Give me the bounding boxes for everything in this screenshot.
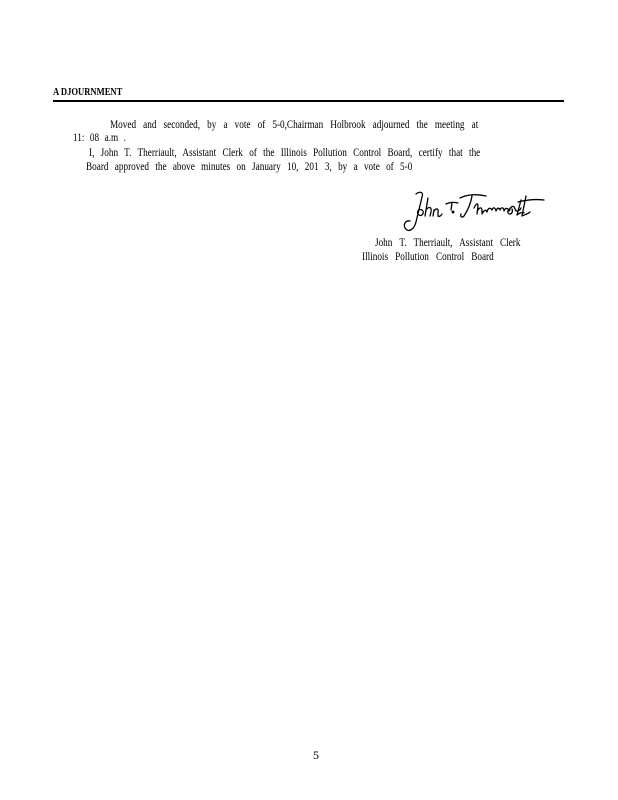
- certification-line-1: I, John T. Therriault, Assistant Clerk of the Illinois Pollution Control Board, certify that the: [89, 147, 481, 159]
- certification-line-2: Board approved the above minutes on January 10, 201 3, by a vote of 5-0: [86, 161, 413, 173]
- signatory-name-title: John T. Therriault, Assistant Clerk: [375, 237, 521, 249]
- minutes-line-1: Moved and seconded, by a vote of 5-0,Chairman Holbrook adjourned the meeting at: [110, 119, 479, 131]
- signatory-organization: Illinois Pollution Control Board: [362, 251, 494, 263]
- minutes-line-2: 11: 08 a.m .: [73, 132, 126, 144]
- section-heading: A DJOURNMENT: [53, 86, 123, 98]
- heading-rule: [53, 100, 564, 102]
- page-number: 5: [313, 748, 319, 762]
- handwritten-signature: [398, 188, 548, 236]
